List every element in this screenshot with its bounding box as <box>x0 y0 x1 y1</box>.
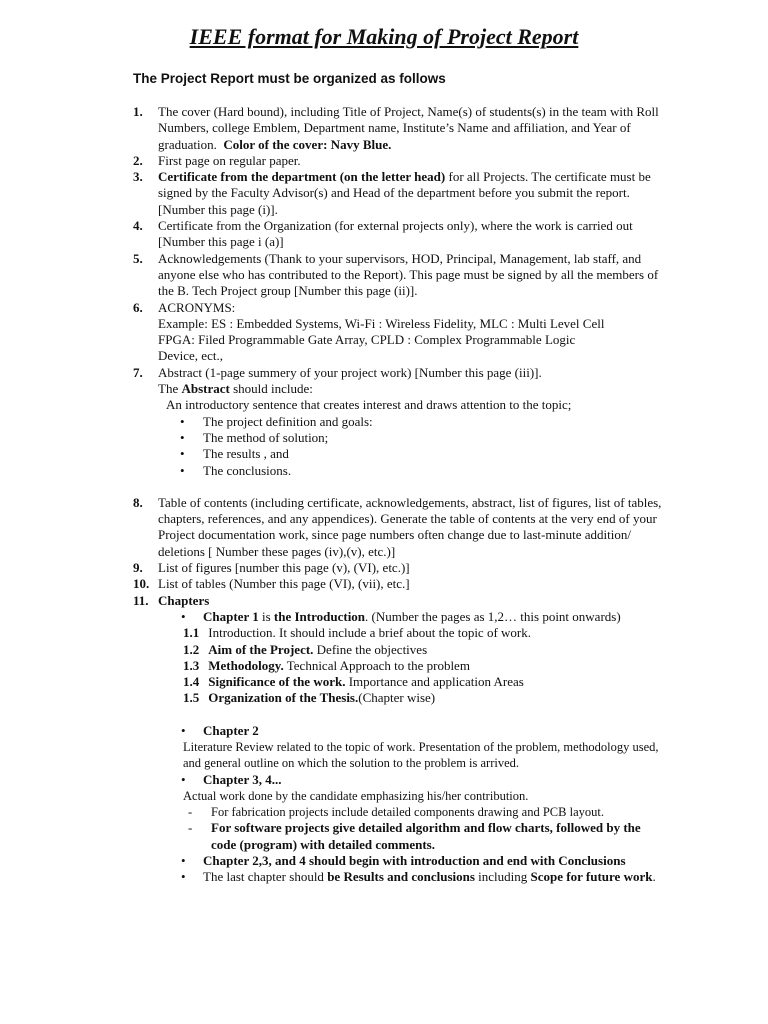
item-number: 6. <box>133 299 143 315</box>
bullet-item: • The project definition and goals: <box>158 414 663 430</box>
list-item: 1. The cover (Hard bound), including Title of Project, Name(s) of students(s) in the team with Roll Numbers, college Emblem, Department name, Institute’s Name and affiliation, and Year of graduation. Color of the cover: Navy Blue. <box>133 104 659 152</box>
sub-item: 1.1 Introduction. It should include a brief about the topic of work. <box>183 625 532 641</box>
item-number: 4. <box>133 218 143 234</box>
list-item: 5. Acknowledgements (Thank to your supervisors, HOD, Principal, Management, lab staff, and anyone else who has contributed to the Report). This page must be signed by all the members of the B. Tech Project group [Number this page (ii)]. <box>133 250 659 299</box>
section-heading: The Project Report must be organized as follows <box>133 71 446 86</box>
last-chapter-bullet: • The last chapter should be Results and conclusions including Scope for future work. <box>178 869 663 885</box>
list-item: 4. Certificate from the Organization (for external projects only), where the work is carried out [Number this page i (a)] <box>133 218 633 250</box>
chapter-3-text: Actual work done by the candidate emphasizing his/her contribution. <box>183 788 529 803</box>
dash-item: - For software projects give detailed algorithm and flow charts, followed by the code (program) with detailed comments. <box>133 820 663 853</box>
item-number: 5. <box>133 250 143 266</box>
bullet-item: • The method of solution; <box>158 430 663 446</box>
sub-item: 1.2 Aim of the Project. Define the objectives <box>183 641 428 657</box>
item-number: 8. <box>133 494 143 510</box>
list-item: 7. Abstract (1-page summery of your project work) [Number this page (iii)]. The Abstract should include: An introductory sentence that creates interest and draws attention to the topic; • The project definition and goals: • The method of solution; • The results , and • The conclusions. <box>133 365 663 479</box>
list-item: 6. ACRONYMS: Example: ES : Embedded Systems, Wi-Fi : Wireless Fidelity, MLC : Multi Level Cell FPGA: Filed Programmable Gate Array, CPLD : Complex Programmable Logic Device, ect., <box>133 299 605 364</box>
list-item: 3. Certificate from the department (on the letter head) for all Projects. The certificate must be signed by the Faculty Advisor(s) and Head of the department before you submit the report. [Number this page (i)]. <box>133 169 651 217</box>
chapter-4-bullet: • Chapter 2,3, and 4 should begin with introduction and end with Conclusions <box>178 853 663 869</box>
list-item: 2. First page on regular paper. <box>133 152 301 168</box>
list-item: 10. List of tables (Number this page (VI), (vii), etc.] <box>133 576 410 592</box>
list-item: 8. Table of contents (including certificate, acknowledgements, abstract, list of figures, list of tables, chapters, references, and any appendices). Generate the table of contents at the very end of your Project documentation work, since page numbers often change due to last-minute addition/ deletions [ Number these pages (iv),(v), etc.)] <box>133 494 662 559</box>
item-number: 1. <box>133 104 143 119</box>
list-item: 11. Chapters <box>133 592 210 608</box>
item-number: 7. <box>133 364 143 380</box>
item-number: 11. <box>133 592 149 608</box>
sub-item: 1.3 Methodology. Technical Approach to the problem <box>183 657 470 673</box>
item-number: 2. <box>133 152 143 168</box>
list-item: 9. List of figures [number this page (v), (VI), etc.)] <box>133 560 410 576</box>
sub-item: 1.5 Organization of the Thesis.(Chapter wise) <box>183 690 436 706</box>
chapter-2-bullet: • Chapter 2 <box>178 723 663 739</box>
dash-item: - For fabrication projects include detailed components drawing and PCB layout. <box>133 804 663 820</box>
bullet-item: • The conclusions. <box>158 463 663 479</box>
sub-item: 1.4 Significance of the work. Importance and application Areas <box>183 674 524 690</box>
bullet-item: • The results , and <box>158 446 663 462</box>
page-title: IEEE format for Making of Project Report <box>189 24 579 49</box>
item-number: 3. <box>133 169 143 185</box>
chapter-1-bullet: • Chapter 1 is the Introduction. (Number the pages as 1,2… this point onwards) <box>133 609 663 625</box>
item-number: 10. <box>133 576 150 592</box>
report-structure-list <box>133 104 663 886</box>
chapter-3-bullet: • Chapter 3, 4... <box>178 772 663 788</box>
chapter-2-text: Literature Review related to the topic of work. Presentation of the problem, methodology used, and general outline on which the solution to the problem is arrived. <box>183 739 659 771</box>
item-number: 9. <box>133 560 143 576</box>
